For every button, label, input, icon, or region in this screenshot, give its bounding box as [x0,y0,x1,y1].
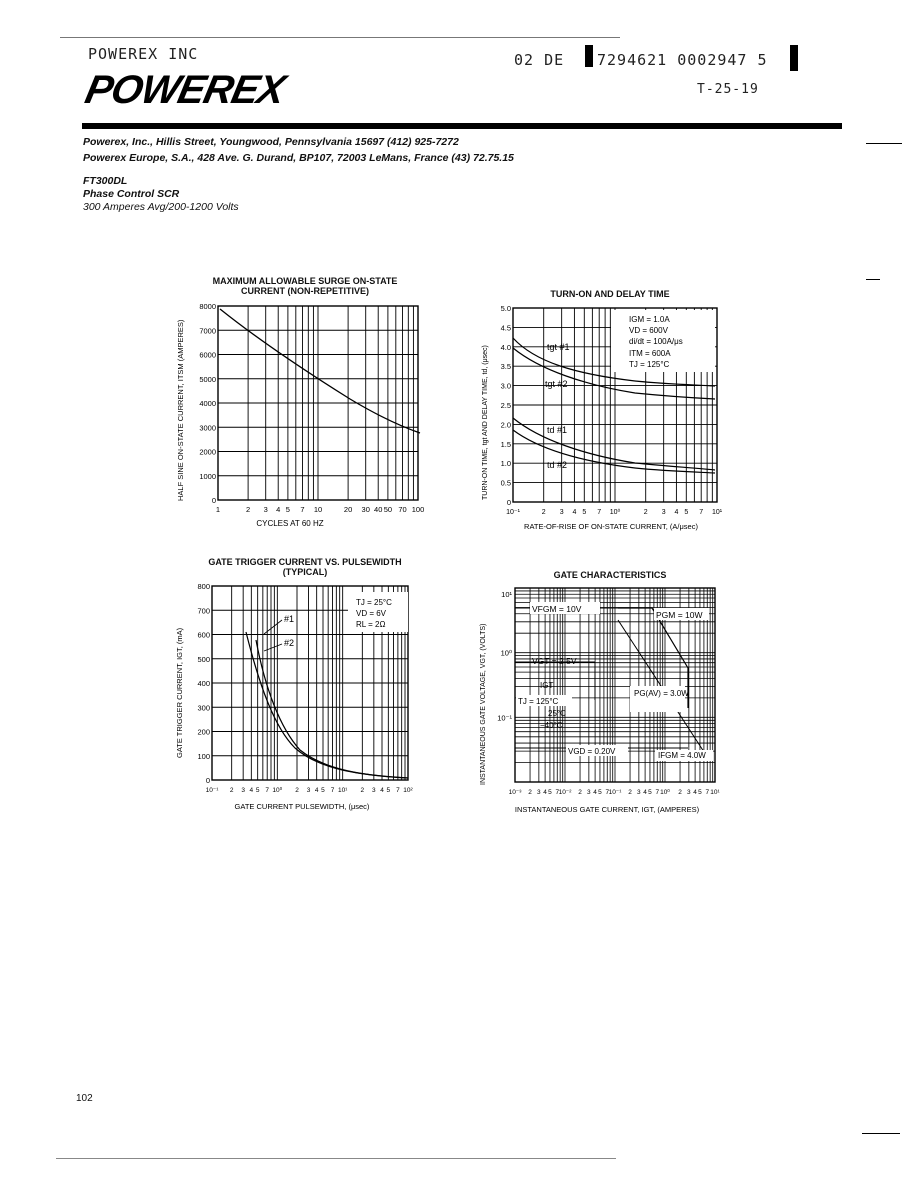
y-tick-label: 3.0 [500,381,511,391]
x-tick-label: 5 [598,789,602,796]
x-tick-label: 3 [661,509,666,516]
y-tick-label: 0.5 [500,478,511,488]
gatetrig-cond-2: VD = 6V [356,609,387,618]
x-tick-label: 7 [605,789,610,796]
y-tick-label: 0 [506,498,511,507]
x-tick-label: 3 [637,789,641,796]
product-type: Phase Control SCR [83,188,180,200]
surge-title-line1: MAXIMUM ALLOWABLE SURGE ON-STATE [212,276,398,286]
surge-title [190,276,420,296]
igt-label: IGT [540,681,554,690]
x-tick-label: 2 [578,789,582,796]
x-tick-label: 4 [593,789,597,796]
x-tick-label: 5 [548,789,552,796]
x-tick-label: 3 [263,505,268,514]
y-tick-label: 1000 [199,471,216,481]
x-tick-label: 10¹ [710,789,720,796]
y-tick-label: 10⁰ [500,648,512,658]
gatechar-chart [470,580,735,820]
y-tick-label: 10¹ [501,590,512,599]
gatetrig-xticks [206,786,414,794]
y-tick-label: 700 [197,606,210,616]
surge-xticks [216,505,424,514]
td1-label: td #1 [547,425,568,435]
x-tick-label: 5 [255,787,260,794]
x-tick-label: 10⁻¹ [205,787,219,794]
x-tick-label: 4 [674,509,679,516]
bar-mark-right [790,45,798,71]
footer-margin-tick [862,1133,900,1134]
x-tick-label: 100 [411,505,425,514]
x-tick-label: 10⁰ [272,787,283,794]
gatetrig-xlabel: GATE CURRENT PULSEWIDTH, (μsec) [234,802,370,811]
bar-mark [585,45,593,67]
x-tick-label: 3 [687,789,691,796]
y-tick-label: 7000 [199,326,216,336]
x-tick-label: 7 [300,505,305,514]
turnon-yticks [501,304,511,507]
x-tick-label: 5 [386,787,391,794]
x-tick-label: 5 [698,789,702,796]
gatetrig-cond-1: TJ = 25°C [356,598,392,607]
y-tick-label: 2.5 [500,401,511,410]
turnon-title: TURN-ON AND DELAY TIME [550,289,670,299]
x-tick-label: 2 [628,789,632,796]
gatechar-xticks [509,788,721,796]
x-tick-label: 3 [241,787,245,794]
x-tick-label: 5 [582,509,587,516]
surge-ylabel: HALF SINE ON-STATE CURRENT, ITSM (AMPERES) [176,319,185,501]
x-tick-label: 1 [215,505,221,514]
x-tick-label: 10² [403,787,413,794]
x-tick-label: 2 [643,509,648,516]
y-tick-label: 500 [197,654,210,664]
vgt-label: VGT = 2.5V [532,656,577,666]
x-tick-label: 10⁻² [558,789,572,796]
x-tick-label: 4 [543,789,547,796]
td2-label: td #2 [547,460,568,470]
igt2-curve [256,640,408,778]
x-tick-label: 2 [229,787,234,794]
surge-curve [220,309,420,433]
y-tick-label: 100 [197,751,210,761]
x-tick-label: 7 [699,509,704,516]
y-tick-label: 2.0 [500,420,511,430]
address-us: Powerex, Inc., Hillis Street, Youngwood, Pennsylvania 15697 (412) 925-7272 [83,136,459,148]
turnon-cond-5: TJ = 125°C [629,360,670,369]
y-tick-label: 5.0 [500,304,511,313]
turnon-cond-4: ITM = 600A [629,349,671,358]
x-tick-label: 3 [306,787,311,794]
address-europe: Powerex Europe, S.A., 428 Ave. G. Durand, BP107, 72003 LeMans, France (43) 72.75.15 [83,152,514,164]
tj-label: TJ = 125°C [518,697,559,706]
tgt2-label: tgt #2 [545,379,568,389]
y-tick-label: 0 [211,496,216,505]
company-typed: POWEREX INC [88,45,199,63]
vfgm-label: VFGM = 10V [532,604,582,614]
surge-chart [170,296,440,536]
x-tick-label: 10⁻¹ [608,789,622,796]
turnon-ylabel: TURN-ON TIME, tgt AND DELAY TIME, td, (μsec) [482,345,489,500]
x-tick-label: 7 [330,787,335,794]
igt1-leader [264,620,282,634]
y-tick-label: 6000 [199,350,216,360]
x-tick-label: 7 [265,787,270,794]
gatetrig-chart [170,578,425,818]
x-tick-label: 5 [285,505,290,514]
x-tick-label: 7 [597,509,602,516]
x-tick-label: 2 [295,787,299,794]
y-tick-label: 0 [205,776,210,785]
surge-grid [218,306,418,500]
igt2-leader [264,644,282,651]
x-tick-label: 2 [541,509,546,516]
x-tick-label: 7 [705,789,710,796]
y-tick-label: 4.0 [500,342,511,352]
y-tick-label: 3.5 [500,362,511,372]
tgt1-label: tgt #1 [547,342,570,352]
y-tick-label: 400 [197,679,210,688]
surge-xlabel: CYCLES AT 60 HZ [256,519,324,528]
footer-rule [56,1158,616,1159]
x-tick-label: 5 [684,509,689,516]
x-tick-label: 7 [655,789,660,796]
x-tick-label: 2 [528,789,532,796]
x-tick-label: 30 [361,505,370,514]
x-tick-label: 2 [246,505,251,514]
y-tick-label: 3000 [199,423,216,433]
gatechar-title: GATE CHARACTERISTICS [553,570,667,580]
x-tick-label: 10⁻³ [508,789,522,796]
x-tick-label: 70 [398,505,407,514]
x-tick-label: 40 [374,505,383,514]
header-rule [82,123,842,129]
gatetrig-title-line1: GATE TRIGGER CURRENT VS. PULSEWIDTH [208,557,402,567]
x-tick-label: 3 [559,509,564,516]
x-tick-label: 4 [276,505,281,514]
y-tick-label: 4.5 [500,323,511,333]
x-tick-label: 7 [555,789,560,796]
gatetrig-yticks [197,582,210,785]
x-tick-label: 10⁻¹ [506,509,520,516]
x-tick-label: 7 [396,787,400,794]
powerex-logo: POWEREX [81,68,289,112]
ref-code: T-25-19 [697,82,759,97]
doc-number: 7294621 0002947 5 [597,51,768,69]
top-rule [60,37,620,38]
gatechar-ylabel: INSTANTANEOUS GATE VOLTAGE, VGT, (VOLTS) [480,623,487,785]
turnon-xlabel: RATE-OF-RISE OF ON-STATE CURRENT, (A/μsec) [524,522,698,531]
x-tick-label: 3 [372,787,376,794]
tj40-label: −40°C [540,721,563,730]
x-tick-label: 4 [380,787,384,794]
x-tick-label: 2 [360,787,365,794]
igt2-label: #2 [284,638,295,648]
gatechar-xlabel: INSTANTANEOUS GATE CURRENT, IGT, (AMPERES) [514,805,700,814]
x-tick-label: 4 [572,509,577,516]
x-tick-label: 10¹ [337,787,348,794]
x-tick-label: 4 [249,787,254,794]
x-tick-label: 4 [643,789,647,796]
y-tick-label: 10⁻¹ [497,713,512,723]
igt1-label: #1 [284,614,295,624]
tj25-label: 25°C [548,709,566,718]
x-tick-label: 20 [343,505,353,514]
gatetrig-ylabel: GATE TRIGGER CURRENT, IGT, (mA) [175,627,184,758]
turnon-xticks [506,508,723,516]
x-tick-label: 50 [383,505,393,514]
y-tick-label: 8000 [199,302,216,311]
turnon-cond-1: IGM = 1.0A [629,315,670,324]
margin-tick [866,143,902,144]
product-model: FT300DL [83,175,128,187]
x-tick-label: 4 [693,789,697,796]
code-typed: 02 DE [514,51,565,69]
y-tick-label: 200 [197,727,210,737]
product-rating: 300 Amperes Avg/200-1200 Volts [83,201,239,213]
y-tick-label: 800 [197,582,210,591]
x-tick-label: 10¹ [711,509,723,516]
x-tick-label: 10⁰ [660,789,670,796]
y-tick-label: 2000 [199,447,216,457]
gatetrig-title [185,557,425,577]
gatetrig-cond-3: RL = 2Ω [356,620,386,629]
gatetrig-title-line2: (TYPICAL) [282,567,328,577]
pgav-label: PG(AV) = 3.0W [634,689,689,698]
y-tick-label: 4000 [199,399,216,408]
surge-yticks [199,302,216,505]
y-tick-label: 1.0 [500,459,511,469]
x-tick-label: 5 [321,787,325,794]
turnon-chart [475,300,730,535]
y-tick-label: 5000 [199,374,216,384]
margin-tick-2 [866,279,880,280]
x-tick-label: 10⁰ [609,509,621,516]
x-tick-label: 3 [587,789,591,796]
x-tick-label: 5 [648,789,652,796]
y-tick-label: 1.5 [500,439,511,449]
y-tick-label: 300 [197,703,210,713]
x-tick-label: 10 [313,505,323,514]
page-number: 102 [76,1093,93,1104]
pgm-label: PGM = 10W [656,610,703,620]
gatechar-yticks [497,590,512,722]
surge-title-line2: CURRENT (NON-REPETITIVE) [241,286,369,296]
ifgm-label: IFGM = 4.0W [658,751,706,760]
vgd-label: VGD = 0.20V [568,747,616,756]
turnon-cond-3: di/dt = 100A/μs [629,337,683,346]
x-tick-label: 2 [678,789,682,796]
turnon-cond-2: VD = 600V [629,326,668,335]
x-tick-label: 4 [314,787,319,794]
x-tick-label: 3 [537,789,541,796]
y-tick-label: 600 [197,630,210,640]
